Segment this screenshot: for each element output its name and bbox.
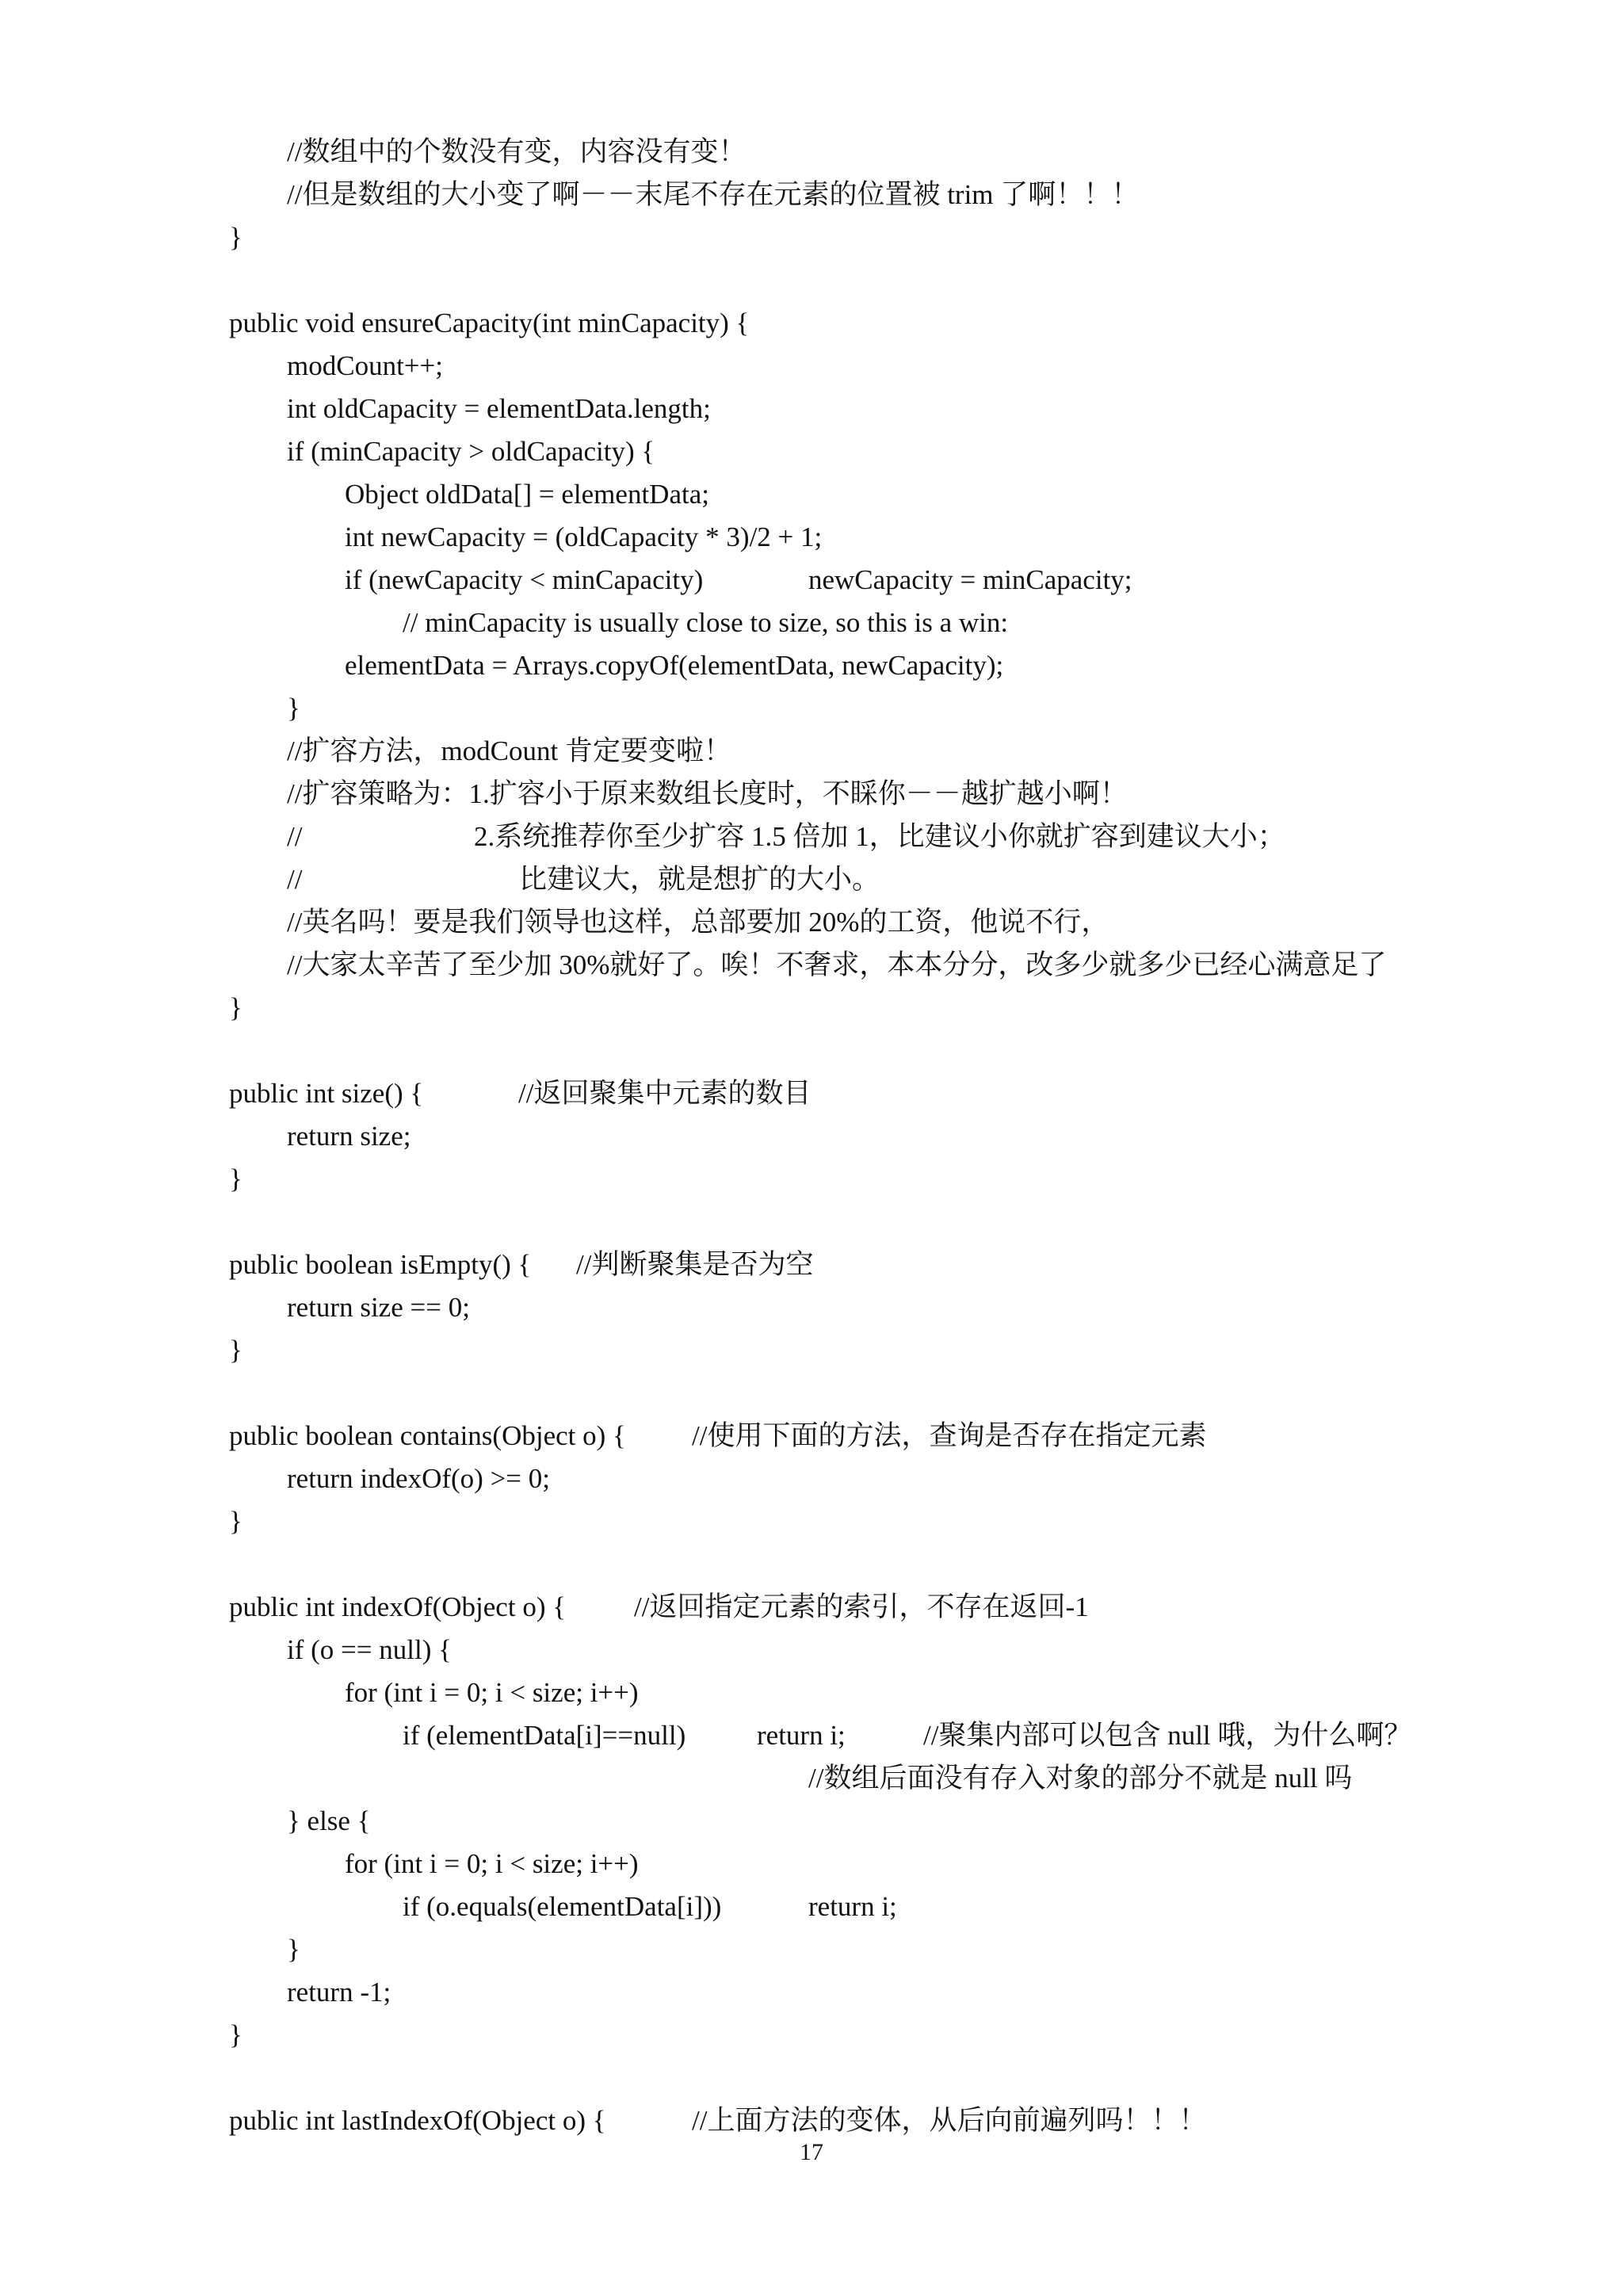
code-text: public int indexOf(Object o) { (229, 1591, 567, 1622)
code-line (0, 136, 1623, 169)
code-text: return i; (757, 1720, 846, 1751)
code-comment: //上面方法的变体，从后向前遍列吗！！！ (692, 2105, 1207, 2136)
code-text: } (229, 1163, 242, 1194)
code-line (0, 1334, 1623, 1367)
code-text: int oldCapacity = elementData.length; (287, 393, 711, 424)
code-comment: // (287, 821, 303, 852)
code-comment: //但是数组的大小变了啊－－末尾不存在元素的位置被 trim 了啊！！！ (287, 179, 1140, 210)
code-comment: //数组后面没有存入对象的部分不就是 null 吗 (808, 1763, 1353, 1794)
code-text: return i; (808, 1891, 897, 1922)
code-line (0, 1163, 1623, 1196)
code-text: for (int i = 0; i < size; i++) (345, 1677, 639, 1708)
code-text: public boolean isEmpty() { (229, 1249, 532, 1280)
code-text: newCapacity = minCapacity; (808, 564, 1132, 595)
code-text: 比建议大，就是想扩的大小。 (519, 864, 880, 895)
code-line (0, 350, 1623, 383)
page-number: 17 (800, 2139, 823, 2165)
code-line (0, 178, 1623, 212)
code-line (0, 906, 1623, 939)
code-text: return indexOf(o) >= 0; (287, 1463, 551, 1494)
code-comment: //判断聚集是否为空 (576, 1249, 814, 1280)
code-line (0, 1291, 1623, 1324)
code-text: public int size() { (229, 1078, 424, 1109)
code-line (0, 1505, 1623, 1538)
code-line (0, 820, 1623, 854)
code-line (0, 1419, 1623, 1453)
code-line (0, 521, 1623, 554)
code-line (0, 478, 1623, 511)
code-text: } else { (287, 1805, 371, 1836)
code-text: } (287, 693, 300, 724)
code-text: } (229, 992, 242, 1023)
code-text: if (o == null) { (287, 1634, 452, 1665)
code-text: elementData = Arrays.copyOf(elementData, newCapacity); (345, 650, 1004, 681)
code-comment: // minCapacity is usually close to size, so this is a win: (403, 607, 1009, 638)
code-line (0, 392, 1623, 426)
code-text: public int lastIndexOf(Object o) { (229, 2105, 606, 2136)
code-line (0, 1248, 1623, 1282)
code-comment: //数组中的个数没有变，内容没有变！ (287, 136, 747, 167)
code-line (0, 1933, 1623, 1966)
code-text: public boolean contains(Object o) { (229, 1420, 626, 1451)
code-comment: //聚集内部可以包含 null 哦，为什么啊？ (923, 1720, 1412, 1751)
code-text: for (int i = 0; i < size; i++) (345, 1848, 639, 1879)
code-text: } (229, 222, 242, 253)
code-line (0, 606, 1623, 640)
code-line (0, 307, 1623, 340)
code-line (0, 1077, 1623, 1110)
code-line (0, 649, 1623, 682)
code-line (0, 1591, 1623, 1624)
code-text: if (newCapacity < minCapacity) (345, 564, 704, 595)
code-text: if (elementData[i]==null) (403, 1720, 686, 1751)
code-text: int newCapacity = (oldCapacity * 3)/2 + 1; (345, 521, 823, 552)
code-comment: //返回聚集中元素的数目 (518, 1078, 812, 1109)
code-text: return size; (287, 1121, 411, 1152)
code-line (0, 1890, 1623, 1924)
code-comment: //扩容策略为：1.扩容小于原来数组长度时，不睬你－－越扩越小啊！ (287, 778, 1128, 809)
code-comment: // (287, 864, 303, 895)
code-comment: //英名吗！要是我们领导也这样，总部要加 20%的工资，他说不行， (287, 907, 1109, 938)
code-text: } (229, 1335, 242, 1366)
code-text: Object oldData[] = elementData; (345, 479, 709, 510)
code-line (0, 1633, 1623, 1667)
code-text: 2.系统推荐你至少扩容 1.5 倍加 1，比建议小你就扩容到建议大小； (474, 821, 1285, 852)
code-line (0, 2019, 1623, 2052)
code-line (0, 692, 1623, 725)
code-text: } (287, 1934, 300, 1965)
code-line (0, 1719, 1623, 1752)
code-line (0, 777, 1623, 811)
code-text: return -1; (287, 1977, 391, 2008)
code-comment: //大家太辛苦了至少加 30%就好了。唉！不奢求，本本分分，改多少就多少已经心满意足了 (287, 949, 1387, 980)
code-line (0, 1462, 1623, 1496)
code-line (0, 563, 1623, 597)
code-line (0, 1762, 1623, 1795)
code-line (0, 991, 1623, 1025)
code-line (0, 1120, 1623, 1153)
code-line (0, 1676, 1623, 1710)
code-line (0, 949, 1623, 982)
code-text: } (229, 1506, 242, 1537)
code-comment: //使用下面的方法，查询是否存在指定元素 (692, 1420, 1207, 1451)
code-text: if (o.equals(elementData[i])) (403, 1891, 722, 1922)
code-comment: //扩容方法，modCount 肯定要变啦！ (287, 735, 731, 766)
code-text: return size == 0; (287, 1292, 470, 1323)
code-comment: //返回指定元素的索引，不存在返回-1 (634, 1591, 1089, 1622)
code-line (0, 863, 1623, 896)
code-text: modCount++; (287, 350, 443, 381)
code-line (0, 735, 1623, 768)
code-line (0, 1976, 1623, 2009)
code-line (0, 1847, 1623, 1881)
code-line (0, 2104, 1623, 2137)
code-text: public void ensureCapacity(int minCapacity) { (229, 308, 750, 338)
code-text: } (229, 2019, 242, 2050)
code-text: if (minCapacity > oldCapacity) { (287, 436, 655, 467)
code-line (0, 221, 1623, 254)
code-line (0, 1805, 1623, 1838)
code-line (0, 435, 1623, 468)
